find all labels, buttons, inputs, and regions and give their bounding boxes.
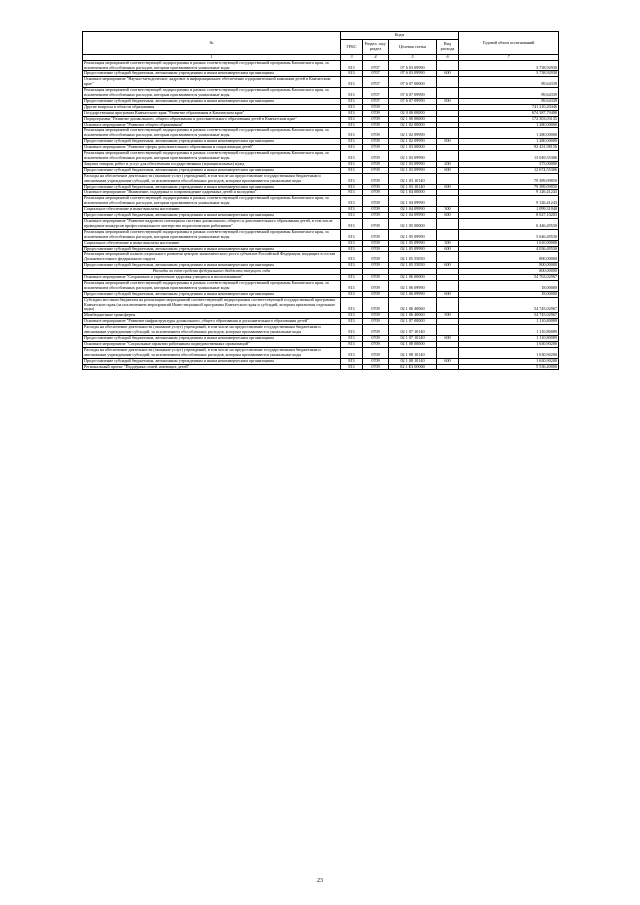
row-target-article-cell: 02 1 05 00000	[389, 218, 437, 229]
row-grbs-cell: 813	[341, 104, 363, 110]
table-row	[83, 364, 559, 370]
row-grbs-cell: 813	[341, 145, 363, 151]
row-name-cell: Предоставление субсидий бюджетным, автономным учреждениям и иным некоммерческим организациям	[83, 98, 341, 104]
row-razdel-cell: 0709	[363, 207, 389, 213]
row-grbs-cell: 813	[341, 116, 363, 122]
row-name-cell: Предоставление субсидий бюджетным, автономным учреждениям и иным некоммерческим организациям	[83, 167, 341, 173]
row-amount-cell: 79 389,09850	[459, 184, 559, 190]
row-name-cell: Субсидии местным бюджетам на реализацию мероприятий соответствующей подпрограммы соответствующей государственной программы Камчатского края (за исключением мероприятий Инвестиционной программы Камчатского края и субсидий, которым присвоены отдельные коды)	[83, 297, 341, 313]
column-index: 5	[389, 55, 437, 61]
row-amount-cell: 5 536,40000	[459, 364, 559, 370]
row-amount-cell: 89,64339	[459, 98, 559, 104]
row-amount-cell: 89,64339	[459, 88, 559, 99]
row-razdel-cell: 0709	[363, 190, 389, 196]
row-grbs-cell: 813	[341, 167, 363, 173]
row-razdel-cell: 0709	[363, 139, 389, 145]
row-grbs-cell: 813	[341, 161, 363, 167]
row-amount-cell: 674 387,79490	[459, 110, 559, 116]
table-row	[83, 218, 559, 229]
row-grbs-cell: 813	[341, 88, 363, 99]
row-target-article-cell: 02 1 06 40060	[389, 313, 437, 319]
row-grbs-cell: 813	[341, 207, 363, 213]
row-name-cell: Основное мероприятие "Развитие сферы дополнительного образования и социализация детей"	[83, 145, 341, 151]
row-amount-cell: 800,00000	[459, 269, 559, 275]
row-amount-cell: 375,00000	[459, 161, 559, 167]
table-row	[83, 325, 559, 336]
row-expense-type-cell: 300	[437, 207, 459, 213]
row-razdel-cell: 0709	[363, 341, 389, 347]
row-grbs-cell: 813	[341, 240, 363, 246]
row-grbs-cell: 813	[341, 184, 363, 190]
row-target-article-cell: 02 1 02 09990	[389, 139, 437, 145]
row-grbs-cell: 813	[341, 347, 363, 358]
row-razdel-cell: 0709	[363, 213, 389, 219]
row-razdel-cell: 0707	[363, 77, 389, 88]
column-index: 4	[363, 55, 389, 61]
row-expense-type-cell	[437, 128, 459, 139]
row-grbs-cell: 813	[341, 110, 363, 116]
row-amount-cell: 1 110,80089	[459, 336, 559, 342]
table-row	[83, 280, 559, 291]
row-amount-cell: 741 210,20446	[459, 104, 559, 110]
row-expense-type-cell	[437, 77, 459, 88]
row-target-article-cell: 07 6 07 00000	[389, 77, 437, 88]
row-target-article-cell: 02 1 03 10140	[389, 184, 437, 190]
row-expense-type-cell: 600	[437, 246, 459, 252]
row-name-cell: Основное мероприятие "Социальные гарантии работникам подведомственных организаций"	[83, 341, 341, 347]
row-target-article-cell: 02 1 00 00000	[389, 116, 437, 122]
row-name-cell: Реализация мероприятий соответствующей подпрограммы в рамках соответствующей государственной программы Камчатского края, за исключением обособленных расходов, которым присваиваются уникальные коды	[83, 196, 341, 207]
row-grbs-cell: 813	[341, 263, 363, 269]
row-razdel-cell: 0709	[363, 364, 389, 370]
row-target-article-cell: 02 1 03 09990	[389, 167, 437, 173]
row-name-cell: Основное мероприятие "Развитие инфраструктуры дошкольного, общего образования и дополнительного образования детей"	[83, 319, 341, 325]
row-name-cell: Предоставление субсидий бюджетным, автономным учреждениям и иным некоммерческим организациям	[83, 336, 341, 342]
row-grbs-cell: 813	[341, 325, 363, 336]
row-razdel-cell: 0709	[363, 110, 389, 116]
table-row	[83, 347, 559, 358]
row-razdel-cell: 0709	[363, 291, 389, 297]
row-grbs-cell: 813	[341, 358, 363, 364]
row-amount-cell: 1 630,90200	[459, 341, 559, 347]
row-target-article-cell: 07 6 03 09990	[389, 60, 437, 71]
row-grbs-cell: 813	[341, 190, 363, 196]
table-row	[83, 60, 559, 71]
row-grbs-cell: 813	[341, 364, 363, 370]
row-expense-type-cell: 600	[437, 167, 459, 173]
table-row	[83, 229, 559, 240]
row-grbs-cell: 813	[341, 151, 363, 162]
row-razdel-cell: 0709	[363, 313, 389, 319]
row-grbs-cell: 813	[341, 336, 363, 342]
row-name-cell: Основное мероприятие "Сохранение и укрепление здоровья учащихся и воспитанников"	[83, 275, 341, 281]
header-target-article: Целевая статья	[389, 40, 437, 55]
row-name-cell: Закупка товаров, работ и услуг для обеспечения государственных (муниципальных) нужд	[83, 161, 341, 167]
row-name-cell: Социальное обеспечение и иные выплаты населению	[83, 240, 341, 246]
header-codes-group: Коды	[341, 32, 459, 40]
row-amount-cell: 1 110,80089	[459, 325, 559, 336]
row-razdel-cell: 0709	[363, 280, 389, 291]
row-grbs-cell: 813	[341, 128, 363, 139]
row-target-article-cell: 02 1 05 09990	[389, 246, 437, 252]
row-name-cell: Расходы на обеспечение деятельности (оказание услуг) учреждений, в том числе на предоставление государственным бюджетным и автономным учреждениям субсидий, за исключением обособленных расходов, которым присваиваются уникальные коды	[83, 347, 341, 358]
row-target-article-cell: 02 1 05 55050	[389, 263, 437, 269]
row-amount-cell: 4 036,49530	[459, 246, 559, 252]
row-amount-cell: 1 099,31040	[459, 207, 559, 213]
row-target-article-cell: 02 1 04 09990	[389, 196, 437, 207]
page-number: 23	[317, 878, 323, 884]
table-body	[83, 60, 559, 370]
row-name-cell: Основное мероприятие "Научно-методическое, кадровое и информационное обеспечение оздоровительной кампании детей в Камчатском крае"	[83, 77, 341, 88]
row-grbs-cell: 813	[341, 291, 363, 297]
row-razdel-cell: 0707	[363, 60, 389, 71]
row-amount-cell: 18,00000	[459, 291, 559, 297]
column-index: 3	[341, 55, 363, 61]
row-name-cell: Реализация мероприятий соответствующей подпрограммы в рамках соответствующей государственной программы Камчатского края, за исключением обособленных расходов, которым присваиваются уникальные коды	[83, 151, 341, 162]
row-name-cell: Реализация мероприятий соответствующей подпрограммы в рамках соответствующей государственной программы Камчатского края, за исключением обособленных расходов, которым присваиваются уникальные коды	[83, 229, 341, 240]
row-name-cell: Межбюджетные трансферты	[83, 313, 341, 319]
row-amount-cell: 1 110,80089	[459, 319, 559, 325]
row-target-article-cell: 02 1 06 00000	[389, 275, 437, 281]
row-target-article-cell: 02 1 06 09990	[389, 280, 437, 291]
table-row	[83, 297, 559, 313]
row-name-cell: Предоставление субсидий бюджетным, автономным учреждениям и иным некоммерческим организациям	[83, 291, 341, 297]
row-expense-type-cell	[437, 173, 459, 184]
row-expense-type-cell	[437, 218, 459, 229]
row-expense-type-cell: 600	[437, 213, 459, 219]
row-amount-cell: 13 049,55306	[459, 151, 559, 162]
row-expense-type-cell	[437, 60, 459, 71]
row-razdel-cell: 0709	[363, 167, 389, 173]
row-razdel-cell: 0709	[363, 252, 389, 263]
row-razdel-cell: 0709	[363, 325, 389, 336]
row-target-article-cell: 02 1 06 40060	[389, 297, 437, 313]
row-target-article-cell: 02 1 04 09990	[389, 207, 437, 213]
row-target-article-cell: 02 1 07 00000	[389, 319, 437, 325]
row-razdel-cell: 0709	[363, 173, 389, 184]
row-target-article-cell: 02 1 07 10140	[389, 336, 437, 342]
row-name-cell: Другие вопросы в области образования	[83, 104, 341, 110]
row-name-cell: Расходы за счет средств федерального бюджета текущего года	[83, 269, 341, 275]
row-amount-cell: 1 280,00000	[459, 139, 559, 145]
row-amount-cell: 1 280,00000	[459, 128, 559, 139]
row-name-cell: Расходы на обеспечение деятельности (оказание услуг) учреждений, в том числе на предоставление государственным бюджетным и автономным учреждениям субсидий, за исключением обособленных расходов, которым присваиваются уникальные коды	[83, 173, 341, 184]
row-grbs-cell: 813	[341, 71, 363, 77]
row-amount-cell: 92 431,98156	[459, 145, 559, 151]
row-amount-cell: 54 745,02967	[459, 297, 559, 313]
row-amount-cell: 12 674,55306	[459, 167, 559, 173]
table-row	[83, 88, 559, 99]
row-target-article-cell: 02 0 00 00000	[389, 110, 437, 116]
row-razdel-cell: 0709	[363, 145, 389, 151]
row-amount-cell: 5 646,49530	[459, 229, 559, 240]
row-target-article-cell: 02 1 05 09990	[389, 229, 437, 240]
row-expense-type-cell: 600	[437, 184, 459, 190]
row-target-article-cell: 02 1 03 10140	[389, 173, 437, 184]
budget-table	[82, 31, 559, 370]
row-expense-type-cell	[437, 88, 459, 99]
row-razdel-cell: 0709	[363, 128, 389, 139]
row-target-article-cell: 02 1 03 09990	[389, 161, 437, 167]
row-grbs-cell: 813	[341, 246, 363, 252]
row-amount-cell: 9 126,41243	[459, 196, 559, 207]
row-expense-type-cell	[437, 364, 459, 370]
row-razdel-cell: 0709	[363, 275, 389, 281]
column-index: 1	[83, 55, 341, 61]
row-grbs-cell: 813	[341, 341, 363, 347]
row-grbs-cell: 813	[341, 122, 363, 128]
row-name-cell: Расходы на обеспечение деятельности (оказание услуг) учреждений, в том числе на предоставление государственным бюджетным и автономным учреждениям субсидий, за исключением обособленных расходов, которым присваиваются уникальные коды	[83, 325, 341, 336]
row-razdel-cell: 0709	[363, 240, 389, 246]
row-name-cell: Реализация мероприятий соответствующей подпрограммы в рамках соответствующей государственной программы Камчатского края, за исключением обособленных расходов, которым присваиваются уникальные коды	[83, 88, 341, 99]
row-target-article-cell: 07 6 07 09990	[389, 98, 437, 104]
row-name-cell: Реализация мероприятий соответствующей подпрограммы в рамках соответствующей государственной программы Камчатского края, за исключением обособленных расходов, которым присваиваются уникальные коды	[83, 60, 341, 71]
row-target-article-cell: 02 1 05 09990	[389, 240, 437, 246]
row-razdel-cell: 0709	[363, 161, 389, 167]
row-razdel-cell: 0707	[363, 71, 389, 77]
table-row	[83, 196, 559, 207]
row-name-cell: Предоставление субсидий бюджетным, автономным учреждениям и иным некоммерческим организациям	[83, 184, 341, 190]
row-grbs-cell: 813	[341, 280, 363, 291]
row-name-cell: Региональный проект "Поддержка семей, имеющих детей"	[83, 364, 341, 370]
row-expense-type-cell: 600	[437, 358, 459, 364]
table-row	[83, 151, 559, 162]
row-target-article-cell: 02 1 03 00000	[389, 145, 437, 151]
row-grbs-cell: 813	[341, 297, 363, 313]
column-index: 7	[459, 55, 559, 61]
row-name-cell: Реализация мероприятий соответствующей подпрограммы в рамках соответствующей государственной программы Камчатского края, за исключением обособленных расходов, которым присваиваются уникальные коды	[83, 280, 341, 291]
column-index: 6	[437, 55, 459, 61]
row-target-article-cell: 02 1 02 00000	[389, 122, 437, 128]
row-razdel-cell: 0707	[363, 88, 389, 99]
row-expense-type-cell: 200	[437, 161, 459, 167]
row-razdel-cell: 0709	[363, 196, 389, 207]
row-name-cell: Реализация мероприятий соответствующей подпрограммы в рамках соответствующей государственной программы Камчатского края, за исключением обособленных расходов, которым присваиваются уникальные коды	[83, 128, 341, 139]
row-expense-type-cell: 600	[437, 291, 459, 297]
row-target-article-cell: 07 6 03 09990	[389, 71, 437, 77]
row-razdel-cell: 0707	[363, 98, 389, 104]
row-amount-cell: 18,00000	[459, 280, 559, 291]
row-grbs-cell: 813	[341, 77, 363, 88]
row-name-cell: Основное мероприятие "Развитие кадрового потенциала системы дошкольного, общего и дополнительного образования детей, в том числе проведение конкурсов профессионального мастерства педагогических работников"	[83, 218, 341, 229]
row-razdel-cell: 0709	[363, 347, 389, 358]
row-name-cell: Предоставление субсидий бюджетным, автономным учреждениям и иным некоммерческим организациям	[83, 213, 341, 219]
row-name-cell: Реализация мероприятий планов социального развития центров экономического роста субъектов Российской Федерации, входящих в состав Дальневосточного федерального округа	[83, 252, 341, 263]
row-razdel-cell: 0709	[363, 358, 389, 364]
row-expense-type-cell: 600	[437, 263, 459, 269]
row-expense-type-cell	[437, 151, 459, 162]
row-name-cell: Предоставление субсидий бюджетным, автономным учреждениям и иным некоммерческим организациям	[83, 246, 341, 252]
row-grbs-cell: 813	[341, 275, 363, 281]
row-target-article-cell: 02 1 07 10140	[389, 325, 437, 336]
row-razdel-cell: 0709	[363, 336, 389, 342]
row-target-article-cell: 02 1 02 09990	[389, 128, 437, 139]
row-razdel-cell: 0709	[363, 218, 389, 229]
row-razdel-cell: 0709	[363, 319, 389, 325]
row-grbs-cell: 813	[341, 196, 363, 207]
row-expense-type-cell: 600	[437, 98, 459, 104]
row-target-article-cell: 02 1 06 09990	[389, 291, 437, 297]
row-amount-cell: 3 738,92930	[459, 60, 559, 71]
row-expense-type-cell: 600	[437, 139, 459, 145]
row-amount-cell: 6 446,49530	[459, 218, 559, 229]
row-razdel-cell: 0709	[363, 104, 389, 110]
row-expense-type-cell	[437, 325, 459, 336]
row-amount-cell: 1 280,00000	[459, 122, 559, 128]
row-name-cell: Предоставление субсидий бюджетным, автономным учреждениям и иным некоммерческим организациям	[83, 71, 341, 77]
table-row	[83, 77, 559, 88]
row-amount-cell: 800,00000	[459, 252, 559, 263]
row-grbs-cell: 813	[341, 252, 363, 263]
row-expense-type-cell	[437, 280, 459, 291]
row-grbs-cell: 813	[341, 98, 363, 104]
header-expense-type: Вид расхода	[437, 40, 459, 55]
header-razdel: Раздел, под-раздел	[363, 40, 389, 55]
row-target-article-cell: 02 1 05 55050	[389, 252, 437, 263]
row-grbs-cell: 813	[341, 319, 363, 325]
row-name-cell: Подпрограмма "Развитие дошкольного, общего образования и дополнительного образования детей в Камчатском крае"	[83, 116, 341, 122]
row-razdel-cell: 0709	[363, 229, 389, 240]
row-expense-type-cell: 600	[437, 71, 459, 77]
row-grbs-cell: 813	[341, 218, 363, 229]
row-target-article-cell: 02 1 08 00000	[389, 341, 437, 347]
row-target-article-cell: 02 1 04 09990	[389, 213, 437, 219]
row-amount-cell: 1 630,90200	[459, 358, 559, 364]
row-amount-cell: 89,64339	[459, 77, 559, 88]
row-grbs-cell: 813	[341, 213, 363, 219]
row-name-cell: Предоставление субсидий бюджетным, автономным учреждениям и иным некоммерческим организациям	[83, 139, 341, 145]
row-amount-cell: 8 027,10203	[459, 213, 559, 219]
row-grbs-cell: 813	[341, 229, 363, 240]
row-expense-type-cell: 300	[437, 240, 459, 246]
row-razdel-cell: 0709	[363, 122, 389, 128]
row-grbs-cell: 813	[341, 60, 363, 71]
row-expense-type-cell: 500	[437, 313, 459, 319]
row-target-article-cell: 07 6 07 09990	[389, 88, 437, 99]
row-amount-cell: 3 738,92930	[459, 71, 559, 77]
row-expense-type-cell	[437, 347, 459, 358]
row-expense-type-cell	[437, 297, 459, 313]
row-target-article-cell: 02 1 E3 00000	[389, 364, 437, 370]
row-razdel-cell: 0709	[363, 151, 389, 162]
table-row	[83, 173, 559, 184]
row-expense-type-cell	[437, 229, 459, 240]
row-target-article-cell: 02 1 03 09990	[389, 151, 437, 162]
row-grbs-cell: 813	[341, 313, 363, 319]
row-target-article-cell: 02 1 04 00000	[389, 190, 437, 196]
row-target-article-cell: 02 1 08 10140	[389, 358, 437, 364]
row-razdel-cell: 0709	[363, 246, 389, 252]
row-name-cell: Основное мероприятие "Развитие общего образования"	[83, 122, 341, 128]
row-razdel-cell: 0709	[363, 263, 389, 269]
row-expense-type-cell: 600	[437, 336, 459, 342]
row-amount-cell: 54 745,02967	[459, 313, 559, 319]
row-expense-type-cell	[437, 252, 459, 263]
row-amount-cell: 54 763,02967	[459, 275, 559, 281]
row-grbs-cell: 813	[341, 139, 363, 145]
row-amount-cell: 1 610,00000	[459, 240, 559, 246]
row-razdel-cell: 0709	[363, 297, 389, 313]
row-amount-cell: 1 630,90200	[459, 347, 559, 358]
row-amount-cell: 172 303,03135	[459, 116, 559, 122]
row-name-cell: Государственная программа Камчатского края "Развитие образования в Камчатском крае"	[83, 110, 341, 116]
row-target-article-cell: 02 1 08 10140	[389, 347, 437, 358]
header-grbs: ГРБС	[341, 40, 363, 55]
table-row	[83, 128, 559, 139]
row-grbs-cell: 813	[341, 173, 363, 184]
row-expense-type-cell	[437, 196, 459, 207]
row-razdel-cell: 0709	[363, 116, 389, 122]
row-name-cell: Предоставление субсидий бюджетным, автономным учреждениям и иным некоммерческим организациям	[83, 263, 341, 269]
header-number: №	[83, 32, 341, 55]
row-name-cell: Предоставление субсидий бюджетным, автономным учреждениям и иным некоммерческим организациям	[83, 358, 341, 364]
row-amount-cell: 9 126,41243	[459, 190, 559, 196]
table-header	[83, 32, 559, 61]
header-annual-amount: Годовой объем ассигнований	[459, 32, 559, 55]
row-name-cell: Основное мероприятие "Выявление, поддержка и сопровождение одаренных детей и молодежи"	[83, 190, 341, 196]
row-amount-cell: 800,00000	[459, 263, 559, 269]
row-razdel-cell: 0709	[363, 184, 389, 190]
table-row	[83, 252, 559, 263]
row-name-cell: Социальное обеспечение и иные выплаты населению	[83, 207, 341, 213]
row-amount-cell: 79 389,09850	[459, 173, 559, 184]
